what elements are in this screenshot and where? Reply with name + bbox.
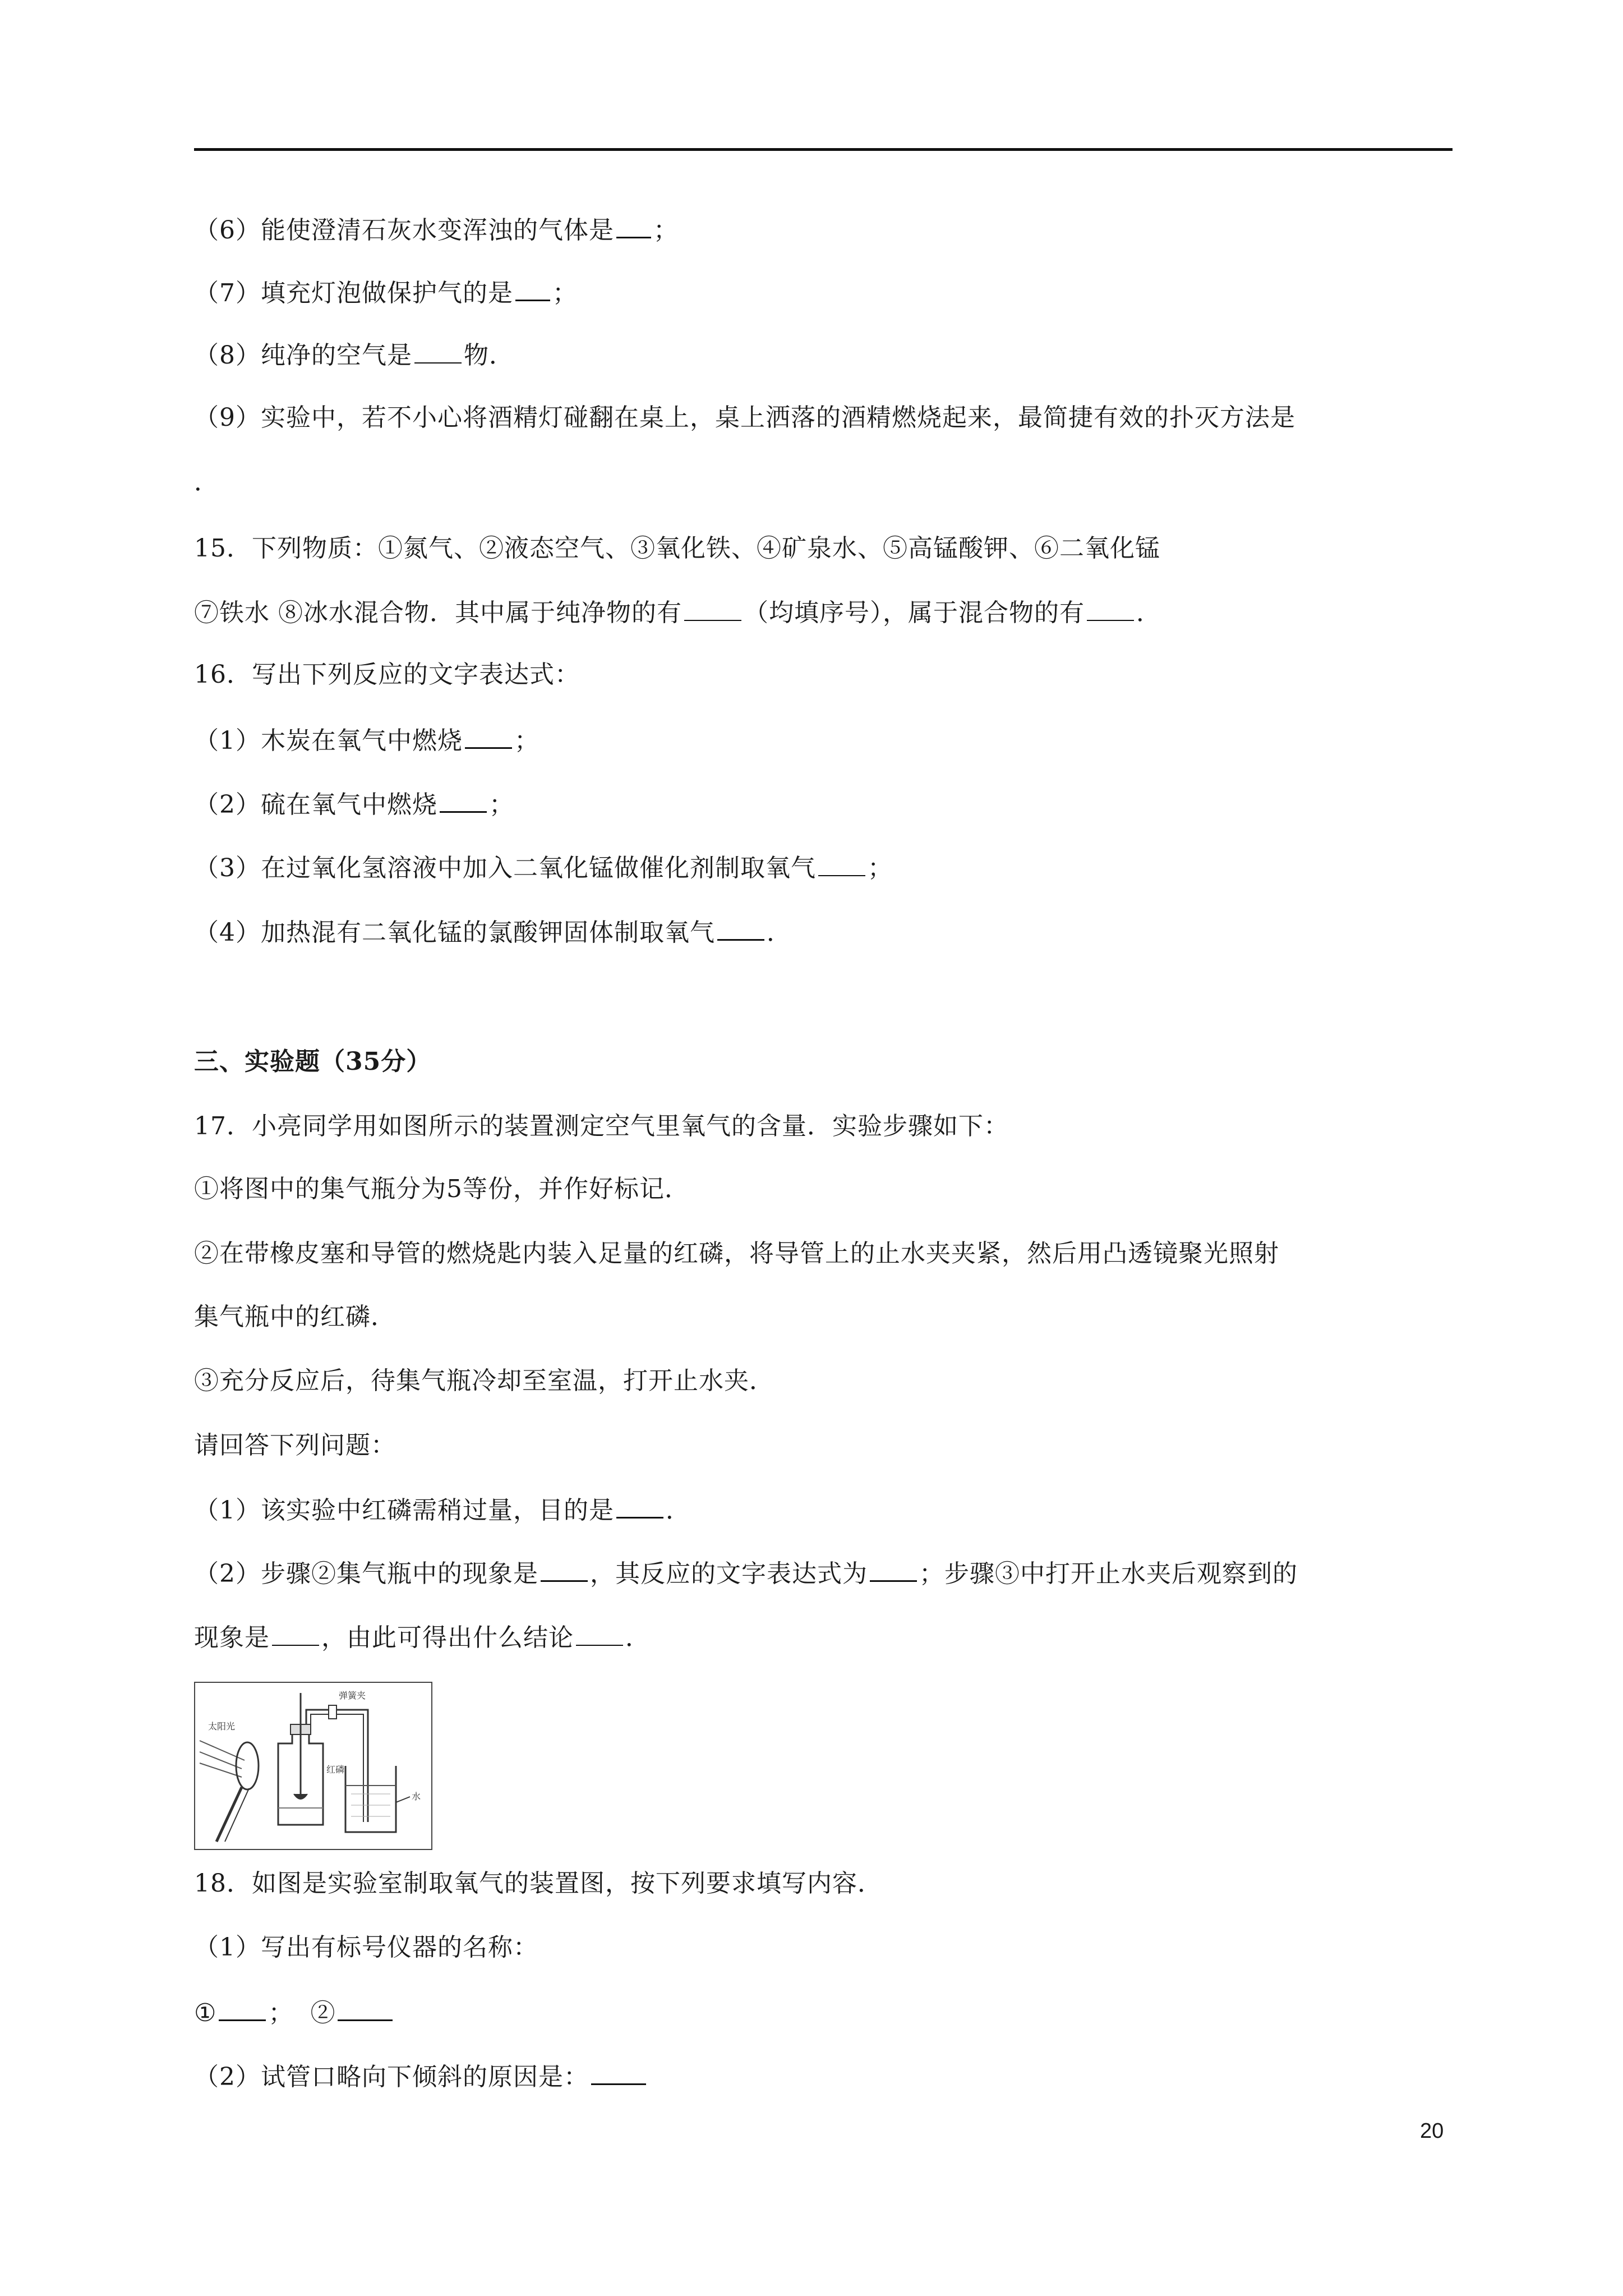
text: （4）加热混有二氧化锰的氯酸钾固体制取氧气 [194,918,715,947]
q16-item-4 [194,914,1453,950]
q17-prompt: 请回答下列问题： [194,1431,396,1460]
q17-stem: 17．小亮同学用如图所示的装置测定空气里氧气的含量．实验步骤如下： [194,1112,1009,1140]
q14-item-8 [194,338,1453,372]
spring-clamp-icon [329,1705,336,1719]
q18-stem: 18．如图是实验室制取氧气的装置图，按下列要求填写内容． [194,1869,883,1898]
header-rule [194,148,1453,151]
text: ； [268,1999,294,2027]
text: （7）填充灯泡做保护气的是 [194,279,513,307]
q14-item-7 [194,275,1453,310]
answer-blank[interactable] [515,275,550,301]
q18-item-1-answers [194,1995,1453,2030]
q18-item-2 [194,2059,1453,2094]
text: ； [514,726,540,755]
section-heading-experiments: 三、实验题（35分） [194,1047,432,1076]
text: ． [767,918,792,947]
q16-item-3 [194,850,1453,885]
answer-blank[interactable] [440,786,487,813]
text: ． [1136,599,1161,627]
answer-blank[interactable] [338,1995,393,2021]
q15-line-2 [194,595,1453,630]
answer-blank[interactable] [414,338,462,364]
text: （2）步骤②集气瓶中的现象是 [194,1559,538,1588]
text: （均填序号），属于混合物的有 [744,599,1085,627]
answer-blank[interactable] [616,1492,663,1519]
label-water: 水 [412,1791,421,1802]
q17-step-3: ③充分反应后，待集气瓶冷却至室温，打开止水夹． [194,1366,774,1395]
answer-blank[interactable] [272,1620,319,1646]
text: 现象是 [194,1623,270,1652]
answer-blank[interactable] [717,914,764,941]
text: （2）硫在氧气中燃烧 [194,790,437,819]
label-red-phosphorus: 红磷 [326,1764,345,1775]
oxygen-measurement-apparatus-figure [194,1682,432,1850]
text: （1）该实验中红磷需稍过量，目的是 [194,1496,614,1525]
page-number: 20 [1420,2119,1444,2143]
q17-item-2-cont [194,1620,1453,1655]
q16-stem: 16．写出下列反应的文字表达式： [194,660,580,689]
q14-item-6 [194,212,1453,247]
text: ； [653,216,679,245]
text: （3）在过氧化氢溶液中加入二氧化锰做催化剂制取氧气 [194,854,816,882]
text: ，由此可得出什么结论 [321,1623,574,1652]
answer-blank[interactable] [541,1556,588,1582]
q17-step-2-cont: 集气瓶中的红磷． [194,1303,396,1331]
q17-step-1: ①将图中的集气瓶分为5等份，并作好标记． [194,1175,690,1203]
text: ； [552,279,578,307]
q17-step-2: ②在带橡皮塞和导管的燃烧匙内装入足量的红磷，将导管上的止水夹夹紧，然后用凸透镜聚光照射 [194,1239,1279,1268]
q17-item-2 [194,1556,1453,1591]
answer-blank[interactable] [684,595,741,621]
q14-item-9: （9）实验中，若不小心将酒精灯碰翻在桌上，桌上洒落的酒精燃烧起来，最简捷有效的扑灭方法是 [194,403,1295,432]
text: ① [194,1999,217,2027]
q16-item-1 [194,723,1453,758]
q18-item-1: （1）写出有标号仪器的名称： [194,1933,538,1962]
text: ② [310,1999,336,2027]
text: ； [489,790,514,819]
q15-line-1: 15．下列物质：①氮气、②液态空气、③氧化铁、④矿泉水、⑤高锰酸钾、⑥二氧化锰 [194,534,1160,563]
text: ；步骤③中打开止水夹后观察到的 [919,1559,1298,1588]
answer-blank[interactable] [870,1556,917,1582]
label-sunlight: 太阳光 [208,1721,236,1732]
text: ，其反应的文字表达式为 [590,1559,868,1588]
text: ． [666,1496,691,1525]
text: ⑦铁水 ⑧冰水混合物．其中属于纯净物的有 [194,599,682,627]
answer-blank[interactable] [591,2059,646,2085]
text: ； [868,854,893,882]
answer-blank[interactable] [576,1620,623,1646]
label-clamp: 弹簧夹 [339,1690,366,1701]
q17-item-1 [194,1492,1453,1527]
text: （2）试管口略向下倾斜的原因是： [194,2063,589,2091]
q16-item-2 [194,786,1453,822]
answer-blank[interactable] [818,850,865,876]
text: （1）木炭在氧气中燃烧 [194,726,463,755]
q14-item-9-cont: ． [194,468,219,496]
text: （8）纯净的空气是 [194,341,412,370]
text: （6）能使澄清石灰水变浑浊的气体是 [194,216,614,245]
answer-blank[interactable] [1087,595,1134,621]
answer-blank[interactable] [219,1995,266,2021]
answer-blank[interactable] [616,212,651,238]
text: 物． [464,341,514,370]
text: ． [625,1623,651,1652]
answer-blank[interactable] [465,723,512,749]
